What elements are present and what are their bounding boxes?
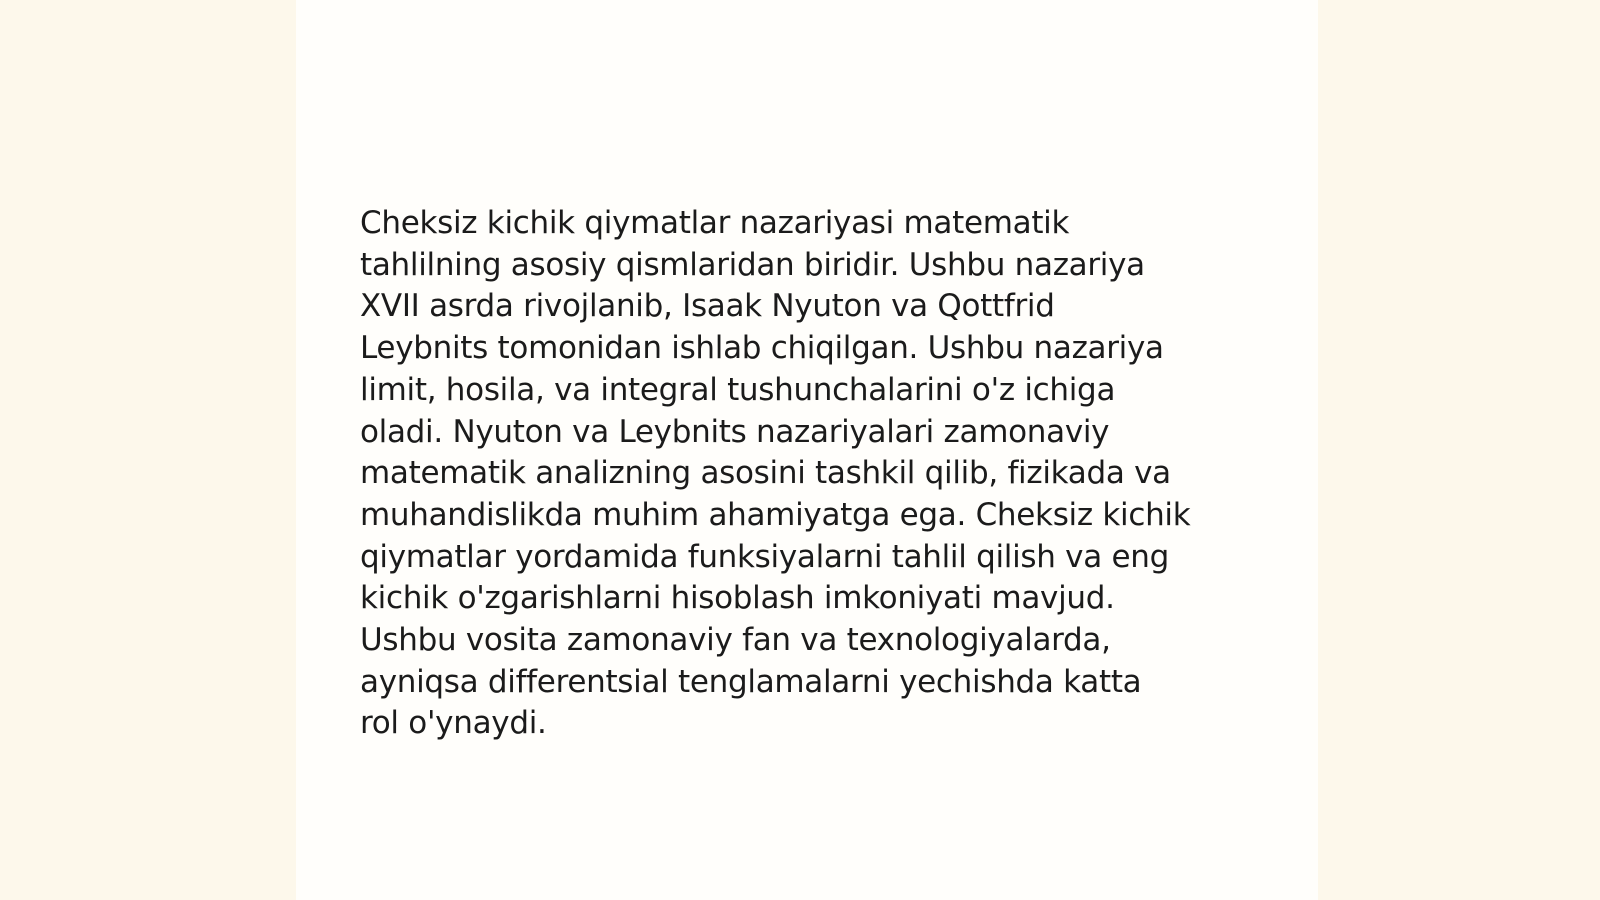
slide-canvas — [296, 0, 1318, 900]
slide-body-text: Cheksiz kichik qiymatlar nazariyasi matematik tahlilning asosiy qismlaridan biridir. Ushbu nazariya XVII asrda rivojlanib, Isaak Nyuton va Qottfrid Leybnits tomonidan ishlab chiqilgan. Ushbu nazariya limit, hosila, va integral tushunchalarini o'z ichiga oladi. Nyuton va Leybnits nazariyalari zamonaviy matematik analizning asosini tashkil qilib, fizikada va muhandislikda muhim ahamiyatga ega. Cheksiz kichik qiymatlar yordamida funksiyalarni tahlil qilish va eng kichik o'zgarishlarni hisoblash imkoniyati mavjud. Ushbu vosita zamonaviy fan va texnologiyalarda, ayniqsa differentsial tenglamalarni yechishda katta rol o'ynaydi. — [360, 205, 1191, 742]
right-background-panel — [1318, 0, 1600, 900]
left-background-panel — [0, 0, 296, 900]
